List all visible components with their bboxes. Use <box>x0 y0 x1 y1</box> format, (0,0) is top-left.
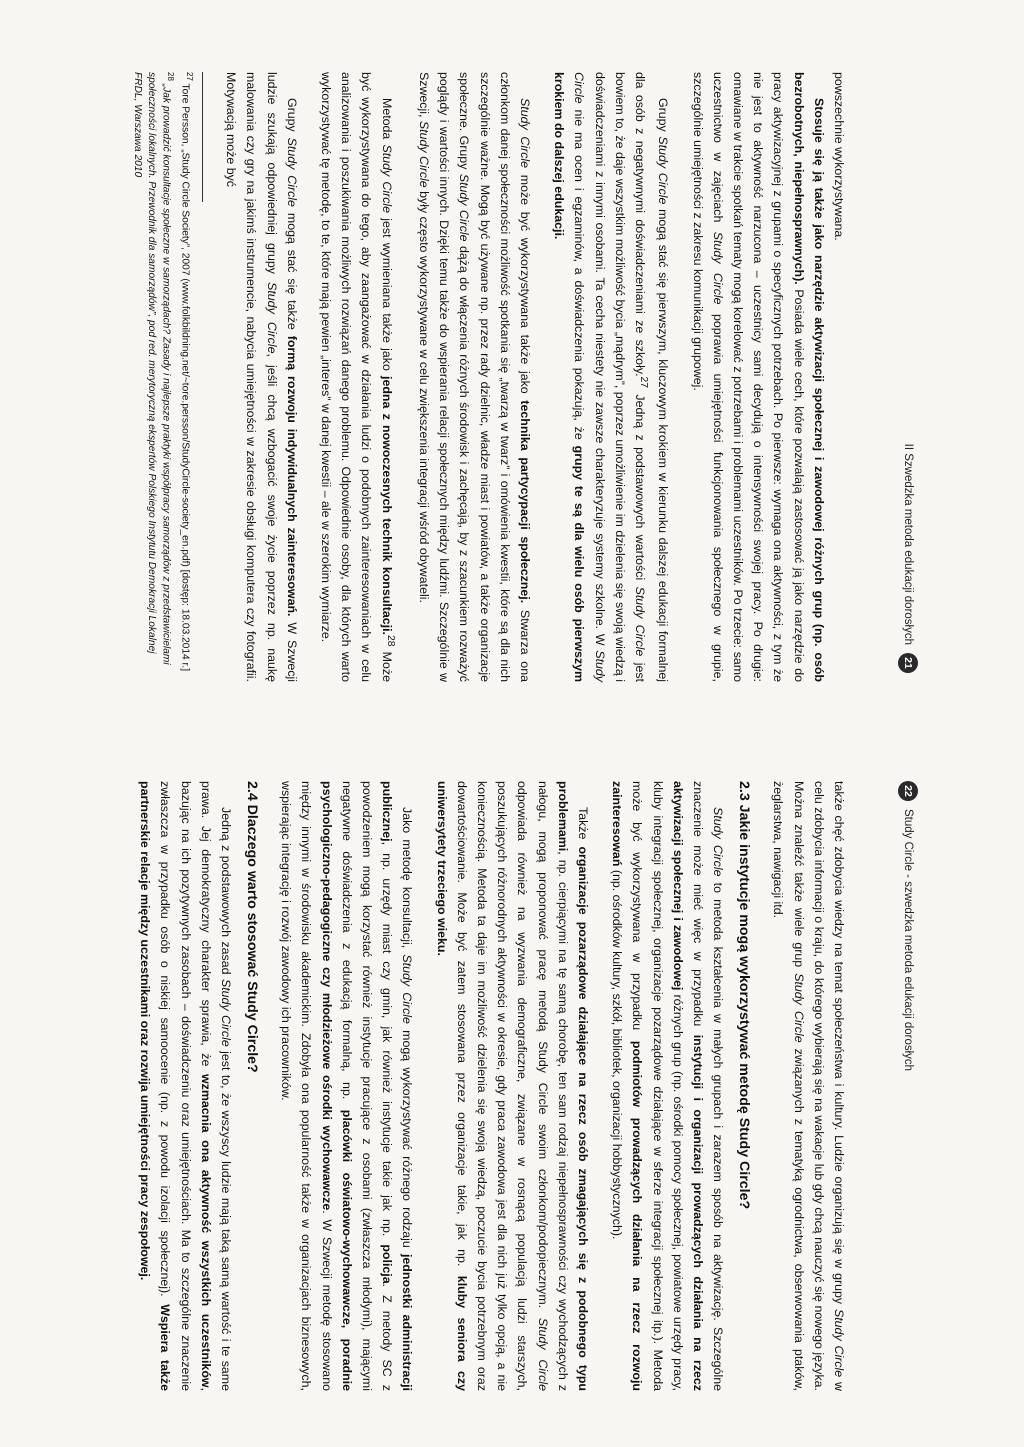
running-head-title: II Szwedzka metoda edukacji dorosłych <box>902 443 914 645</box>
paragraph-participation: Study Circle może być wykorzystywana także jako technika partycypacji społecznej. Stwarza ona członkom danej społeczności możliwość spotkania się „twarzą w twarz” i omówienia kwestii, które są dla nich szczególnie ważne. Mogą być używane np. przez rady dzielnic, władze miast i powiatów, a także organizacje społeczne. Grupy Study Circle dążą do włączenia różnych środowisk i zachęcają, by z szacunkiem rozważyć poglądy i wartości innych. Dzięki temu także do wspierania relacji społecznych między ludźmi. Szczególnie w Szwecji, Study Circle były często wykorzystywane w celu zwiększenia integracji wśród obywateli. <box>417 72 533 682</box>
paragraph-first-step: Grupy Study Circle mogą stać się pierwszym, kluczowym krokiem w kierunku dalszej edukacji formalnej dla osób z negatywnymi doświadczeniami ze szkoły.$^{27}$ Jedną z podstawowych wartości Study Circle jest bowiem to, że daje wszystkim możliwość bycia „mądrym”, poprzez umożliwienie im dzielenia się swoją wiedzą i doświadczeniami z innymi osobami. Ta cecha niestety nie zawsze charakteryzuje systemy szkolne. W Study Circle nie ma ocen i egzaminów, a doświadczenia pokazują, że grupy te są dla wielu osób pierwszym krokiem do dalszej edukacji. <box>552 72 671 682</box>
paragraph-activation-tool: Stosuje się ją także jako narzędzie aktywizacji społecznej i zawodowej różnych grup (np. osób bezrobotnych, niepełnosprawnych). Posiada wiele cech, które pozwalają zastosować ją jako narzędzie do pracy aktywizacyjnej z grupami o specyficznych potrzebach. Po pierwsze: wymaga ona aktywności, z tym że nie jest to aktywność narzucona – uczestnicy sami decydują o intensywności swojej pracy. Po drugie: omawiane w trakcie spotkań tematy mogą korelować z potrzebami i problemami uczestników. Po trzecie: samo uczestnictwo w zajęciach Study Circle poprawia umiejętności funkcjonowania społecznego w grupie, szczególnie umiejętności z zakresu komunikacji grupowej. <box>690 72 826 682</box>
footnote-27: $^{27}$ Tore Persson, „Study Circle Society”, 2007 (www.folkbildning.net/~tore.persson/StudyCircle-society_en.pdf) [dostęp: 18.03.2014 r.] <box>179 72 195 672</box>
text-column-right <box>135 781 849 1391</box>
footnote-separator <box>202 72 203 202</box>
page-22 <box>0 723 1024 1447</box>
paragraph-ngos: Także organizacje pozarządowe działające na rzecz osób zmagających się z podobnego typu problemami, np. cierpiącymi na tę samą chorobę, ten sam rodzaj niepełnosprawności czy wychodzących z nałogu, mogą proponować pracę metodą Study Circle swoim członkom/podopiecznym. Study Circle odpowiada również na wyzwania demograficzne, związane w rosnącą populacją ludzi starszych, poszukujących różnorodnych aktywności w okresie, gdy praca zawodowa jest dla nich już tylko opcją, a nie koniecznością. Metoda ta daje im możliwość dzielenia się swoją wiedzą, poczucie bycia potrzebnym oraz dowartościowanie. Może być zatem stosowana przez organizacje takie, jak np. kluby seniora czy uniwersytety trzeciego wieku. <box>434 781 590 1392</box>
footnote-ref-27: 27 <box>638 376 650 389</box>
paragraph-institutions: Study Circle to metoda kształcenia w małych grupach i zarazem sposób na aktywizację. Szczególne znaczenie może mieć więc w przypadku instytucji i organizacji prowadzących działania na rzecz aktywizacji społecznej i zawodowej różnych grup (np. ośrodki pomocy społecznej, powiatowe urzędy pracy, kluby integracji społecznej, organizacje pozarządowe działające w sferze integracji społecznej itp.). Metoda może być wykorzystywana w przypadku podmiotów prowadzących działania na rzecz rozwoju zainteresowań (np. ośrodków kultury, szkół, bibliotek, organizacji hobbystycznych). <box>610 781 726 1392</box>
running-head-left <box>898 444 918 673</box>
page-number-badge: 21 <box>898 653 918 673</box>
paragraph-why: Jedną z podstawowych zasad Study Circle jest to, że wszyscy ludzie mają taką samą wartość i te same prawa. Jej demokratyczny charakter sprawia, że wzmacnia ona aktywność wszystkich uczestników, bazując na ich pozytywnych zasobach – doświadczeniu oraz umiejętnościach. Ma to szczególne znaczenie zwłaszcza w przypadku osób o niskiej samoocenie (np. z powodu izolacji społecznej). Wspiera także partnerskie relacje między uczestnikami oraz rozwija umiejętności pracy zespołowej. <box>138 781 233 1392</box>
paragraph-continuation: także chęć zdobycia wiedzy na temat społeczeństwa i kultury. Ludzie organizują się w grupy Study Circle w celu zdobycia informacji o kraju, do którego wybierają się na wakacje lub gdy chcą nauczyć się nowego języka. Można znaleźć także wiele grup Study Circle związanych z tematyką ogrodnictwa, obserwowania ptaków, żeglarstwa, nawigacji itd. <box>771 781 846 1391</box>
text-column-left <box>129 72 849 682</box>
paragraph-intro: powszechnie wykorzystywana. <box>832 72 846 241</box>
footnote-28: $^{28}$ „Jak prowadzić konsultacje społeczne w samorządach? Zasady i najlepsze praktyki współpracy samorządów z przedstawicielami społeczności lokalnych. Przewodnik dla samorządów”, pod red. merytoryczną ekspertów Polskiego Instytutu Demokracji Lokalnej FRDL, Warszawa 2010 <box>131 72 176 665</box>
running-head-right <box>898 781 918 1071</box>
running-head-title: Study Circle - szwedzka metoda edukacji dorosłych <box>902 809 914 1072</box>
page-21 <box>0 0 1024 723</box>
footnote-ref-28: 28 <box>384 635 396 647</box>
section-heading-2-4: 2.4 Dlaczego warto stosować Study Circle? <box>243 781 260 1073</box>
paragraph-consultation: Metoda Study Circle jest wymieniana także jako jedna z nowoczesnych technik konsultacji.$^{28}$ Może być wykorzystywana do tego, aby zaangażować w działania ludzi o podobnych zainteresowaniach w celu analizowania i poszukiwania możliwych rozwiązań danego problemu. Odpowiednie osoby, dla których warto wykorzystywać tę metodę, to te, które mają pewien „interes” w danej kwestii – ale w szerokim wymiarze. <box>319 72 396 682</box>
page-number-badge: 22 <box>898 781 918 801</box>
paragraph-public-administration: Jako metodę konsultacji, Study Circle mogą wykorzystywać różnego rodzaju jednostki administracji publicznej, np. urzędy miast czy gmin, jak również instytucje takie jak np. policja. Z metody SC z powodzeniem mogą korzystać również instytucje pracujące z osobami (zwłaszcza młodymi), mającymi negatywne doświadczenia z edukacją formalną, np. placówki oświatowo-wychowawcze, poradnie psychologiczno-pedagogiczne czy młodzieżowe ośrodki wychowawcze. W Szwecji metodę stosowano między innymi w środowisku akademickim. Zdobyła ona popularność także w organizacjach biznesowych, wspierając integrację i rozwój zawodowy ich pracowników. <box>279 781 415 1391</box>
section-heading-2-3: 2.3 Jakie instytucje mogą wykorzystywać metodę Study Circle? <box>736 781 753 1210</box>
paragraph-development: Grupy Study Circle mogą stać się także formą rozwoju indywidualnych zainteresowań. W Szwecji ludzie szukają odpowiedniej grupy Study Circle, jeśli chcą wzbogacić swoje życie poprzez np. naukę malowania czy gry na jakimś instrumencie, nabycia umiejętności w zakresie obsługi komputera czy fotografii. Motywacją może być <box>224 72 299 683</box>
